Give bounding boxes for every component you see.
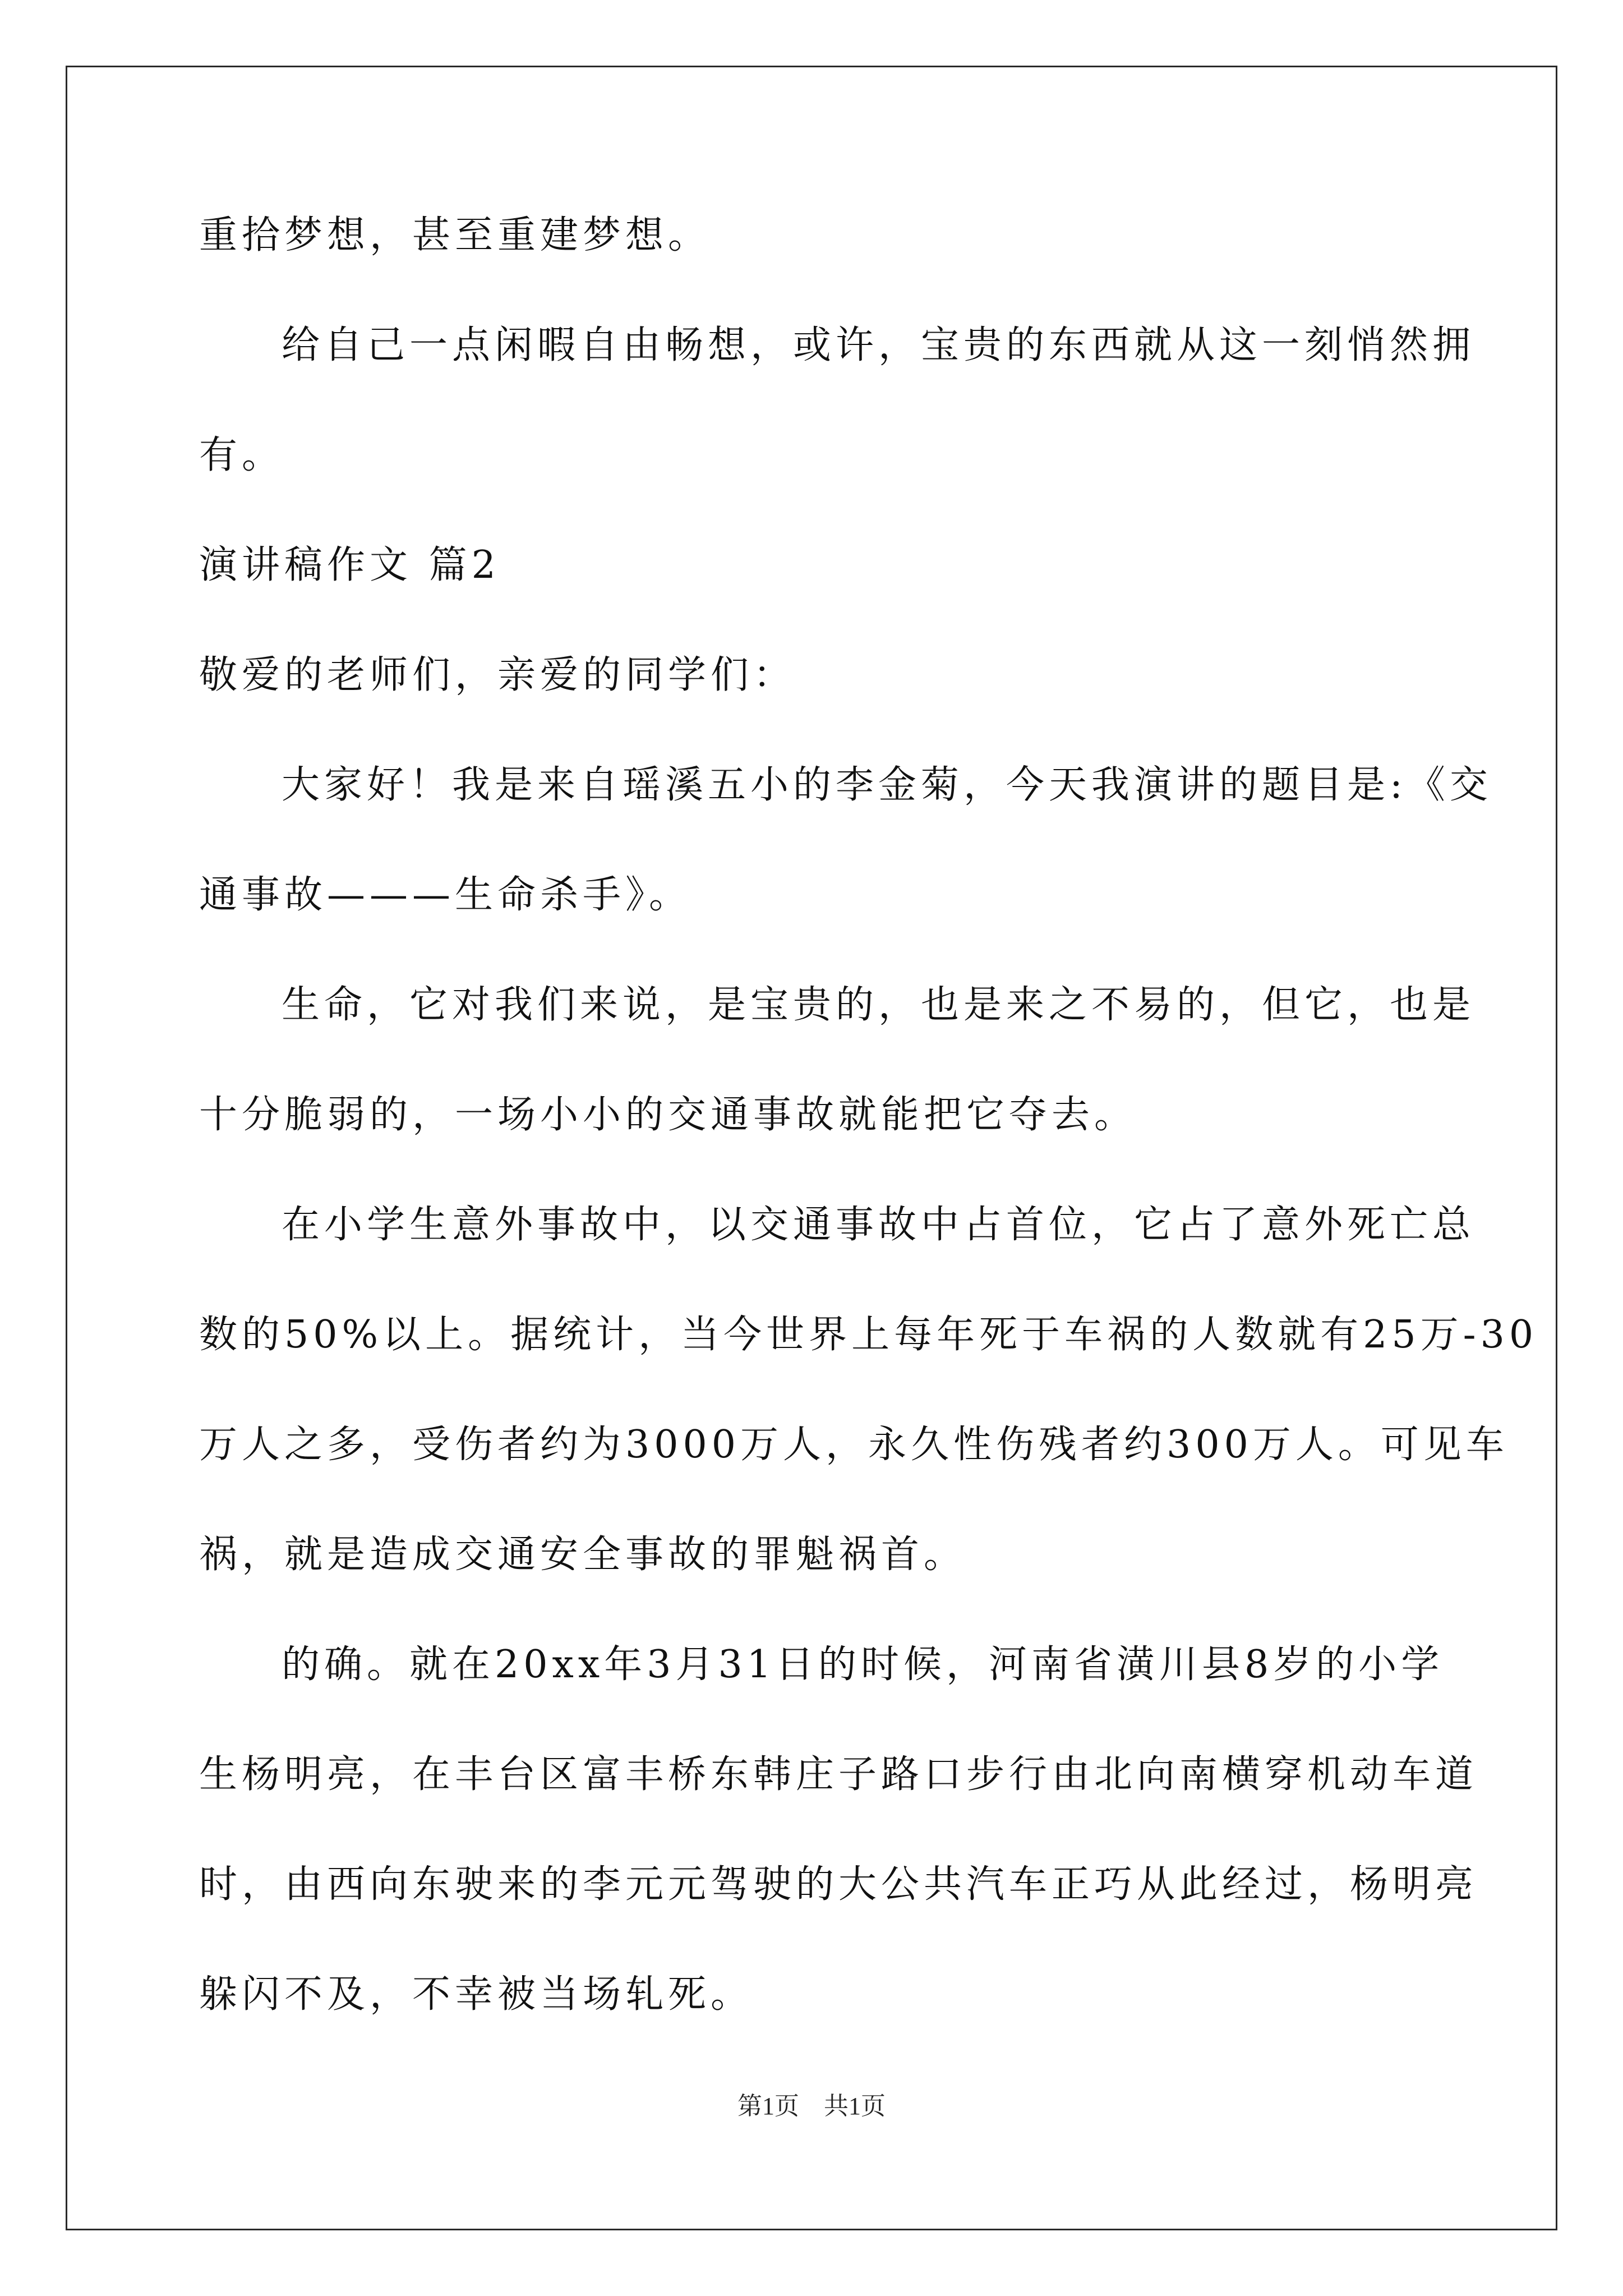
text-line-3: 有。 bbox=[199, 433, 285, 477]
text-line-6: 大家好！我是来自瑶溪五小的李金菊，今天我演讲的题目是:《交 bbox=[282, 763, 1492, 807]
salutation: 敬爱的老师们，亲爱的同学们： bbox=[199, 653, 796, 697]
text-line-15: 生杨明亮，在丰台区富丰桥东韩庄子路口步行由北向南横穿机动车道 bbox=[199, 1752, 1478, 1797]
text-line-11: 数的50%以上。据统计，当今世界上每年死于车祸的人数就有25万-30 bbox=[199, 1313, 1538, 1357]
text-line-7: 通事故———生命杀手》。 bbox=[199, 873, 692, 917]
page-footer: 第1页 共1页 bbox=[737, 2092, 886, 2120]
text-line-16: 时，由西向东驶来的李元元驾驶的大公共汽车正巧从此经过，杨明亮 bbox=[199, 1862, 1478, 1907]
text-line-14: 的确。就在20xx年3月31日的时候，河南省潢川县8岁的小学 bbox=[282, 1642, 1444, 1687]
text-line-8: 生命，它对我们来说，是宝贵的，也是来之不易的，但它，也是 bbox=[282, 983, 1476, 1027]
section-heading: 演讲稿作文 篇2 bbox=[199, 543, 500, 587]
text-line-1: 重拾梦想，甚至重建梦想。 bbox=[199, 213, 711, 257]
text-line-9: 十分脆弱的，一场小小的交通事故就能把它夺去。 bbox=[199, 1093, 1137, 1137]
text-line-2: 给自己一点闲暇自由畅想，或许，宝贵的东西就从这一刻悄然拥 bbox=[282, 323, 1476, 367]
text-line-17: 躲闪不及，不幸被当场轧死。 bbox=[199, 1972, 754, 2017]
text-line-12: 万人之多，受伤者约为3000万人，永久性伤残者约300万人。可见车 bbox=[199, 1423, 1509, 1467]
text-line-13: 祸，就是造成交通安全事故的罪魁祸首。 bbox=[199, 1533, 967, 1577]
text-line-10: 在小学生意外事故中，以交通事故中占首位，它占了意外死亡总 bbox=[282, 1203, 1476, 1247]
